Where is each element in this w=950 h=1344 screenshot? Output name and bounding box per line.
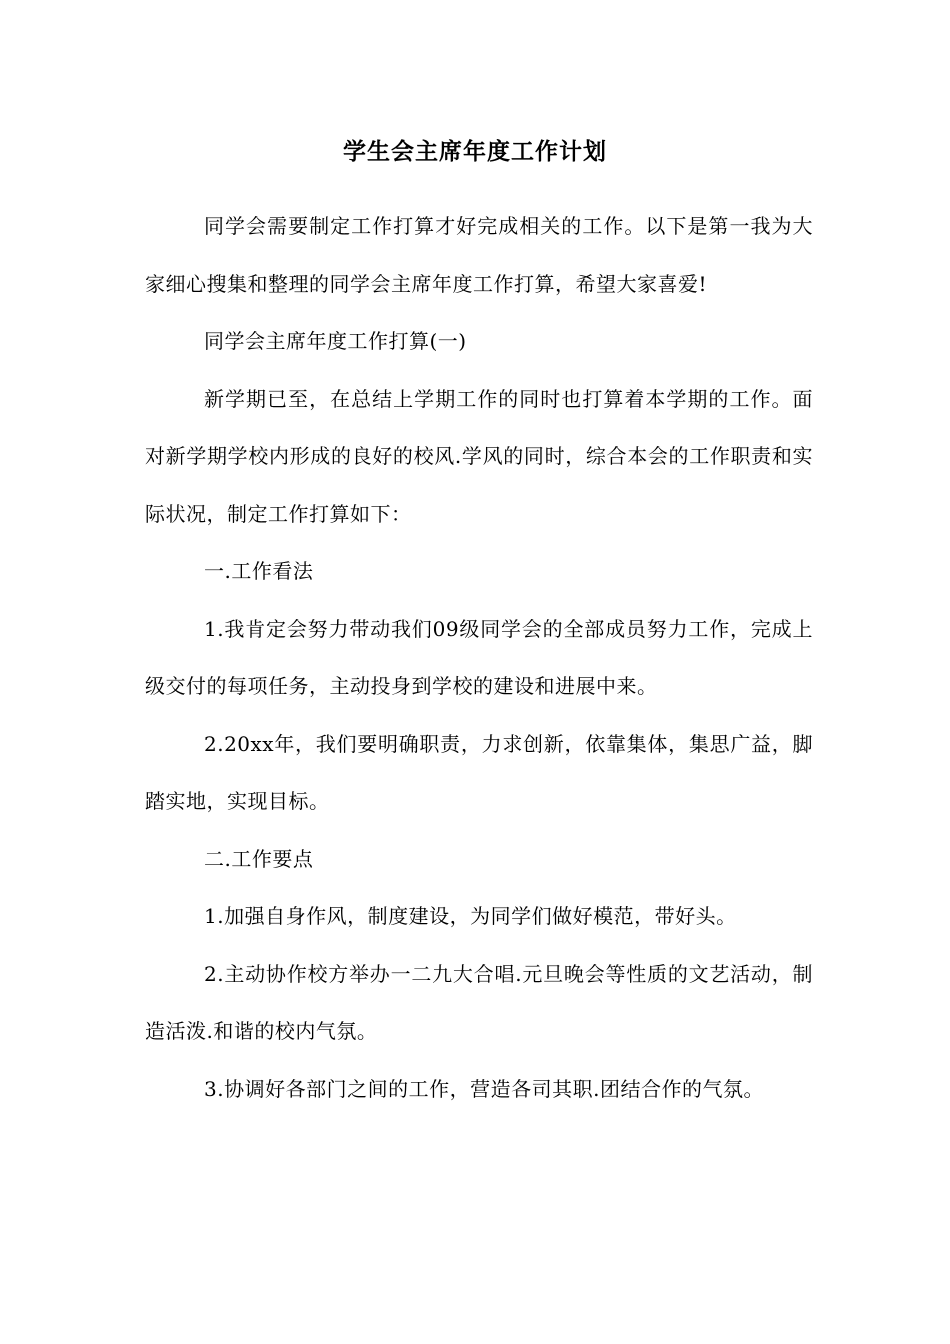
list-item: 2.主动协作校方举办一二九大合唱.元旦晚会等性质的文艺活动，制造活泼.和谐的校内气氛。: [145, 961, 813, 1043]
list-item: 2.20xx年，我们要明确职责，力求创新，依靠集体，集思广益，脚踏实地，实现目标。: [145, 731, 813, 813]
list-item: 1.我肯定会努力带动我们09级同学会的全部成员努力工作，完成上级交付的每项任务，主动投身到学校的建设和进展中来。: [145, 616, 813, 698]
section-heading-plan-one: 同学会主席年度工作打算(一): [204, 329, 467, 353]
section-heading-views: 一.工作看法: [204, 559, 314, 583]
page-title: 学生会主席年度工作计划: [343, 138, 607, 165]
document-body: [145, 198, 813, 1118]
section-heading-key-points: 二.工作要点: [204, 846, 314, 871]
list-item: 1.加强自身作风，制度建设，为同学们做好模范，带好头。: [204, 904, 737, 928]
opening-paragraph: 新学期已至，在总结上学期工作的同时也打算着本学期的工作。面对新学期学校内形成的良好的校风.学风的同时，综合本会的工作职责和实际状况，制定工作打算如下：: [145, 386, 813, 526]
list-item: 3.协调好各部门之间的工作，营造各司其职.团结合作的气氛。: [204, 1076, 764, 1101]
intro-paragraph: 同学会需要制定工作打算才好完成相关的工作。以下是第一我为大家细心搜集和整理的同学会主席年度工作打算，希望大家喜爱!: [145, 214, 813, 296]
